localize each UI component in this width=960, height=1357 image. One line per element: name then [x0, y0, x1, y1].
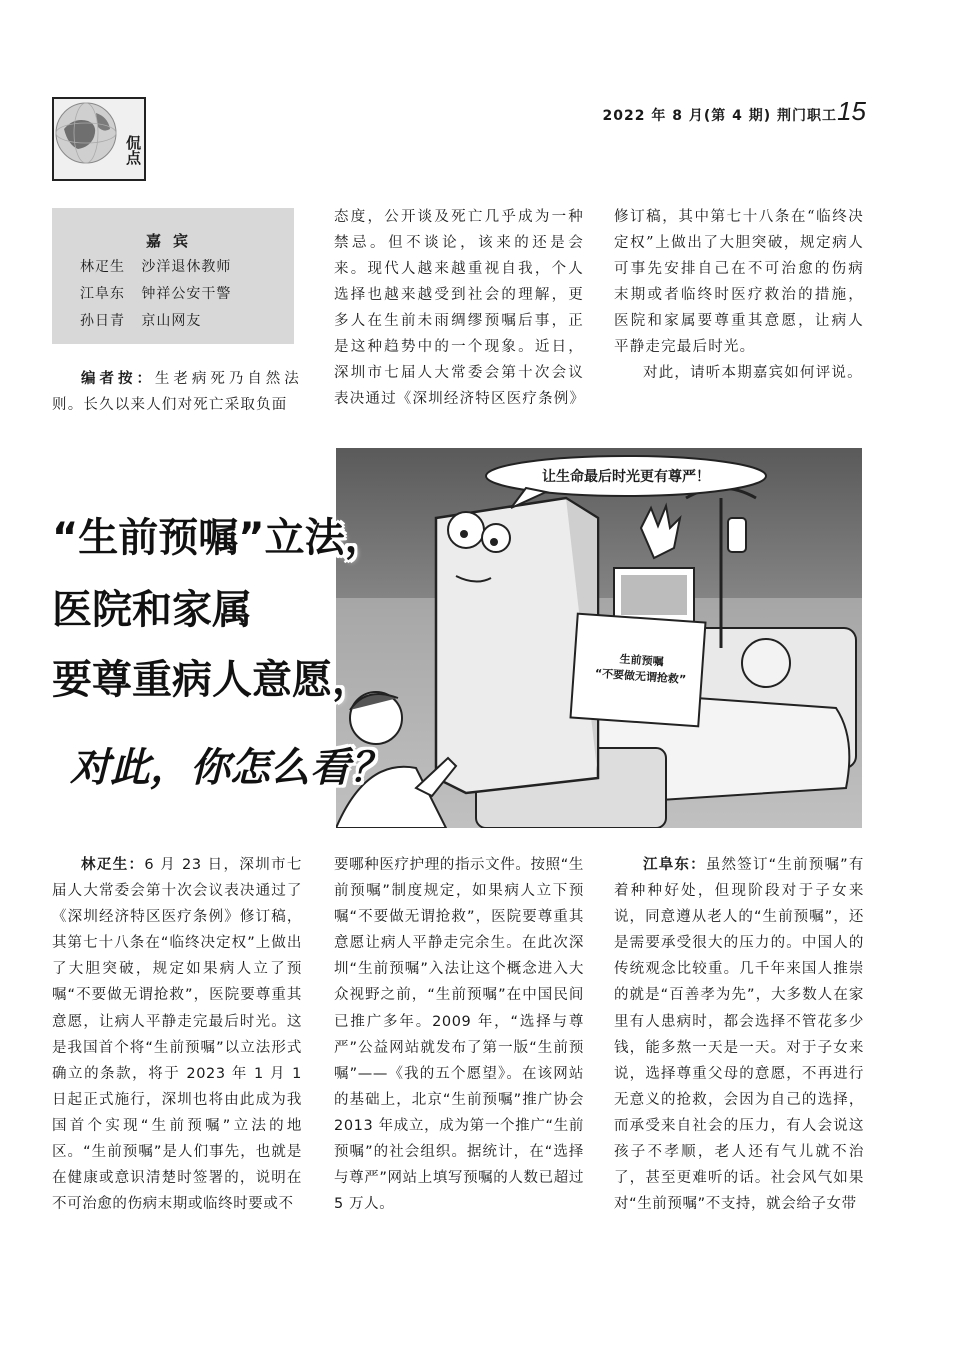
guest-row [80, 283, 231, 303]
cartoon-illustration [336, 448, 862, 828]
guest-title: 京山网友 [141, 313, 202, 329]
body-text: 要哪种医疗护理的指示文件。按照“生前预嘱”制度规定，如果病人立下预嘱“不要做无谓抢救”，医院要尊重其意愿让病人平静走完余生。在此次深圳“生前预嘱”入法让这个概念进入大众视野之前，“生前预嘱”在中国民间已推广多年。2009 年，“选择与尊严”公益网站就发布了第一版“生前预嘱”——《我的五个愿望》。在该网站的基础上，北京“生前预嘱”推广协会 2013 年成立，成为第一个推广“生前预嘱”的社会组织。据统计，在“选择与尊严”网站上填写预嘱的人数已超过 5 万人。 [334, 857, 584, 1213]
guests-box [52, 208, 294, 344]
page-number: 15 [837, 96, 866, 126]
headline-line: 医院和家属 [52, 587, 252, 633]
issue-info: 2022 年 8 月(第 4 期) 荆门职工 [602, 108, 837, 124]
headline-question: 对此，你怎么看？ [70, 744, 390, 791]
headline-line: 要尊重病人意愿， [52, 657, 372, 703]
intro-closing: 对此，请听本期嘉宾如何评说。 [643, 365, 863, 381]
body-column-1 [52, 852, 302, 1217]
guests-title: 嘉宾 [145, 232, 200, 250]
body-text: 虽然签订“生前预嘱”有着种种好处，但现阶段对于子女来说，同意遵从老人的“生前预嘱”，还是需要承受很大的压力的。中国人的传统观念比较重。几千年来国人推崇的就是“百善孝为先”，大多数人在家里有人患病时，都会选择不管花多少钱，能多熬一天是一天。对于子女来说，选择尊重父母的意愿，不再进行无意义的抢救，会因为自己的选择，而承受来自社会的压力，有人会说这孩子不孝顺，老人还有气儿就不治了，甚至更难听的话。社会风气如果对“生前预嘱”不支持，就会给子女带 [614, 857, 865, 1213]
intro-text: 态度，公开谈及死亡几乎成为一种禁忌。但不谈论，该来的还是会来。现代人越来越重视自我，个人选择也越来越受到社会的理解，更多人在生前未雨绸缪预嘱后事，正是这种趋势中的一个现象。近日，深圳市七届人大常委会第十次会议表决通过《深圳经济特区医疗条例》 [334, 209, 586, 407]
guest-name: 林疋生 [80, 259, 125, 275]
guest-title: 沙洋退休教师 [141, 259, 232, 275]
editor-note-label: 编者按： [81, 370, 155, 387]
cartoon-drawing [336, 448, 862, 828]
speaker-label: 江阜东： [643, 857, 706, 873]
sign-line: 生前预嘱 [619, 652, 664, 669]
guest-title: 钟祥公安干警 [141, 286, 232, 302]
guest-row [80, 310, 201, 330]
intro-column-1 [52, 366, 300, 418]
intro-column-3 [614, 204, 864, 386]
body-column-3 [614, 852, 864, 1217]
body-column-2 [334, 852, 584, 1217]
speaker-label: 林疋生： [81, 857, 145, 873]
guest-name: 江阜东 [80, 286, 125, 302]
body-text: 6 月 23 日，深圳市七届人大常委会第十次会议表决通过了《深圳经济特区医疗条例》修订稿，其第七十八条在“临终决定权”上做出了大胆突破，规定如果病人立了预嘱“不要做无谓抢救”，医院要尊重其意愿，让病人平静走完最后时光。这是我国首个将“生前预嘱”以立法形式确立的条款，将于 2023 年 1 月 1 日起正式施行，深圳也将由此成为我国首个实现“生前预嘱”立法的地区。“生前预嘱”是人们事先，也就是在健康或意识清楚时签署的，说明在不可治愈的伤病末期或临终时要或不 [52, 857, 302, 1213]
guest-name: 孙日青 [80, 313, 125, 329]
sign-line: “不要做无谓抢救” [594, 666, 687, 687]
guest-row [80, 256, 231, 276]
intro-column-2 [334, 204, 584, 412]
speech-bubble-text: 让生命最后时光更有尊严！ [542, 469, 710, 485]
section-logo [52, 97, 146, 181]
intro-text: 生老病死乃自然法则。长久以来人们对死亡采取负面 [52, 371, 300, 413]
headline-line: “生前预嘱”立法， [52, 515, 385, 561]
section-label: 侃点 [124, 135, 142, 165]
intro-text: 修订稿，其中第七十八条在“临终决定权”上做出了大胆突破，规定病人可事先安排自己在不可治愈的伤病末期或者临终时医疗救治的措施，医院和家属要尊重其意愿，让病人平静走完最后时光。 [614, 209, 864, 355]
